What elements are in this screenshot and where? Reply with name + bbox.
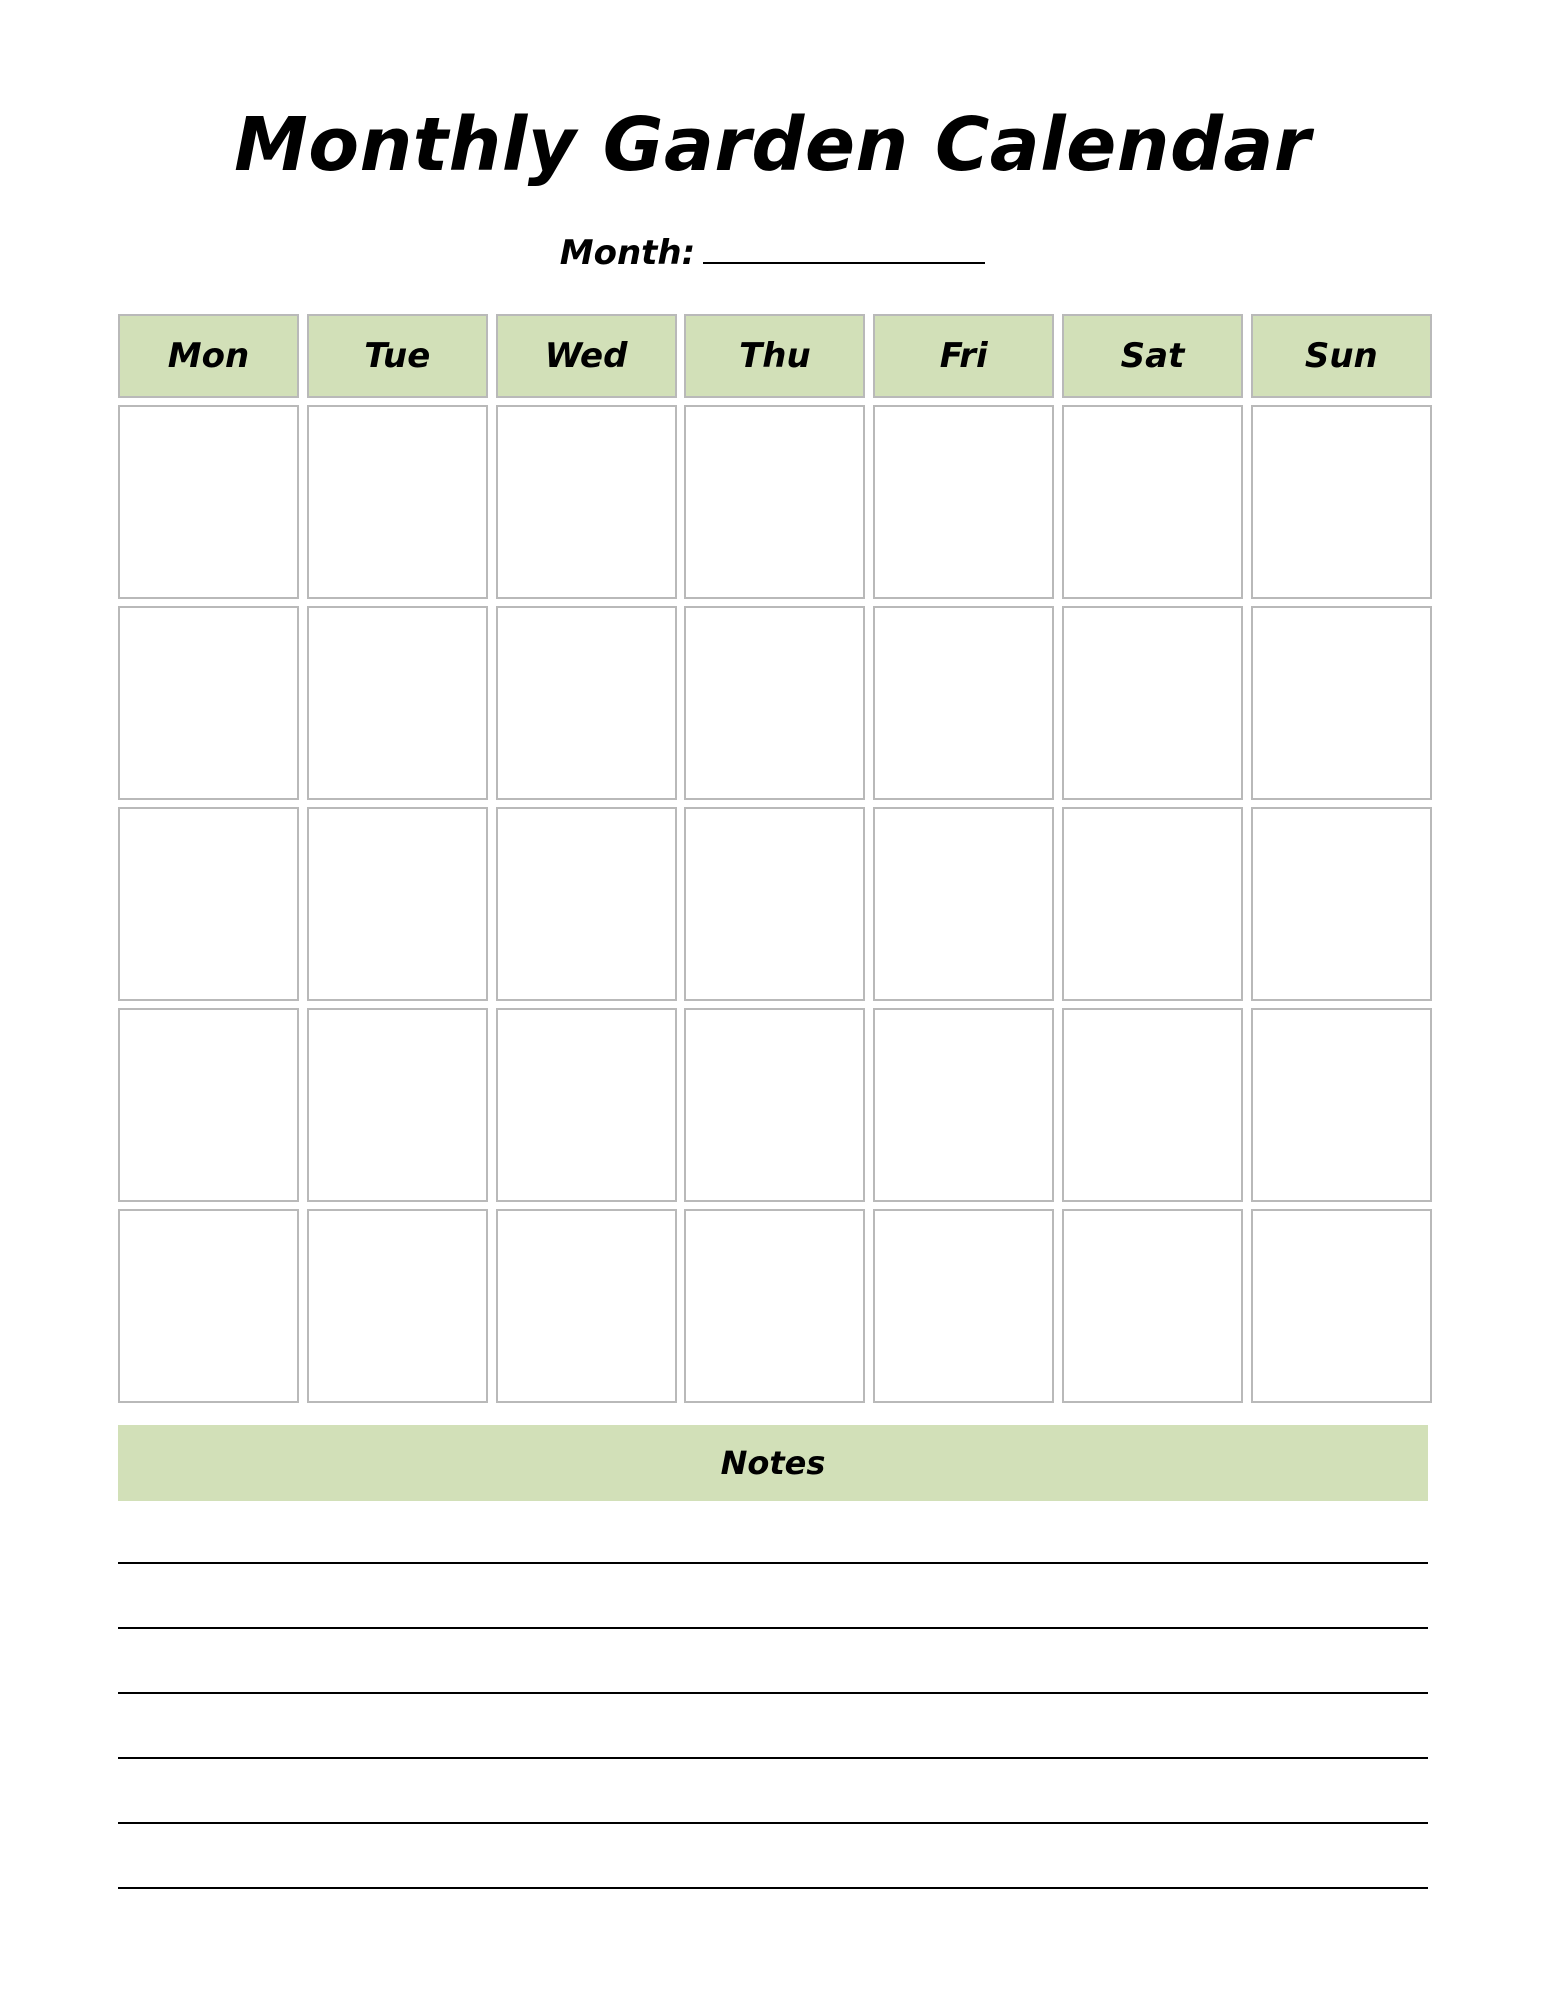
calendar-cell[interactable]	[307, 405, 488, 599]
calendar-cell[interactable]	[118, 807, 299, 1001]
calendar-cell[interactable]	[684, 1209, 865, 1403]
calendar-cell[interactable]	[307, 1008, 488, 1202]
day-header-mon: Mon	[118, 314, 299, 398]
calendar-cell[interactable]	[1062, 807, 1243, 1001]
day-header-tue: Tue	[307, 314, 488, 398]
page-title: Monthly Garden Calendar	[234, 102, 1311, 188]
calendar-cell[interactable]	[1251, 606, 1432, 800]
day-header-sun: Sun	[1251, 314, 1432, 398]
calendar-cell[interactable]	[1251, 807, 1432, 1001]
note-line[interactable]	[118, 1887, 1428, 1889]
calendar-cell[interactable]	[684, 807, 865, 1001]
calendar-cell[interactable]	[1062, 1209, 1243, 1403]
calendar-cell[interactable]	[1251, 405, 1432, 599]
note-line[interactable]	[118, 1562, 1428, 1564]
calendar-cell[interactable]	[1062, 1008, 1243, 1202]
calendar-cell[interactable]	[684, 405, 865, 599]
calendar-cell[interactable]	[684, 1008, 865, 1202]
calendar-cell[interactable]	[496, 606, 677, 800]
calendar-cell[interactable]	[496, 1209, 677, 1403]
calendar-cell[interactable]	[873, 807, 1054, 1001]
calendar-cell[interactable]	[496, 807, 677, 1001]
day-header-thu: Thu	[684, 314, 865, 398]
calendar-cell[interactable]	[307, 807, 488, 1001]
calendar-cell[interactable]	[496, 1008, 677, 1202]
note-line[interactable]	[118, 1692, 1428, 1694]
day-header-fri: Fri	[873, 314, 1054, 398]
calendar-cell[interactable]	[118, 405, 299, 599]
calendar-cell[interactable]	[873, 1008, 1054, 1202]
calendar-cell[interactable]	[118, 1008, 299, 1202]
calendar-cell[interactable]	[307, 606, 488, 800]
note-line[interactable]	[118, 1627, 1428, 1629]
calendar-cell[interactable]	[118, 606, 299, 800]
calendar-cell[interactable]	[1251, 1008, 1432, 1202]
calendar-cell[interactable]	[873, 405, 1054, 599]
day-header-wed: Wed	[496, 314, 677, 398]
calendar-grid	[118, 314, 1428, 1410]
calendar-cell[interactable]	[1251, 1209, 1432, 1403]
calendar-cell[interactable]	[1062, 405, 1243, 599]
calendar-cell[interactable]	[496, 405, 677, 599]
calendar-cell[interactable]	[1062, 606, 1243, 800]
month-field	[0, 233, 1545, 273]
calendar-cell[interactable]	[118, 1209, 299, 1403]
day-header-sat: Sat	[1062, 314, 1243, 398]
notes-header	[118, 1425, 1428, 1501]
note-line[interactable]	[118, 1757, 1428, 1759]
note-line[interactable]	[118, 1822, 1428, 1824]
calendar-cell[interactable]	[873, 606, 1054, 800]
calendar-cell[interactable]	[307, 1209, 488, 1403]
calendar-cell[interactable]	[684, 606, 865, 800]
notes-label: Notes	[720, 1444, 826, 1482]
calendar-cell[interactable]	[873, 1209, 1054, 1403]
month-label: Month:	[559, 233, 696, 273]
month-input-line[interactable]	[703, 234, 985, 264]
